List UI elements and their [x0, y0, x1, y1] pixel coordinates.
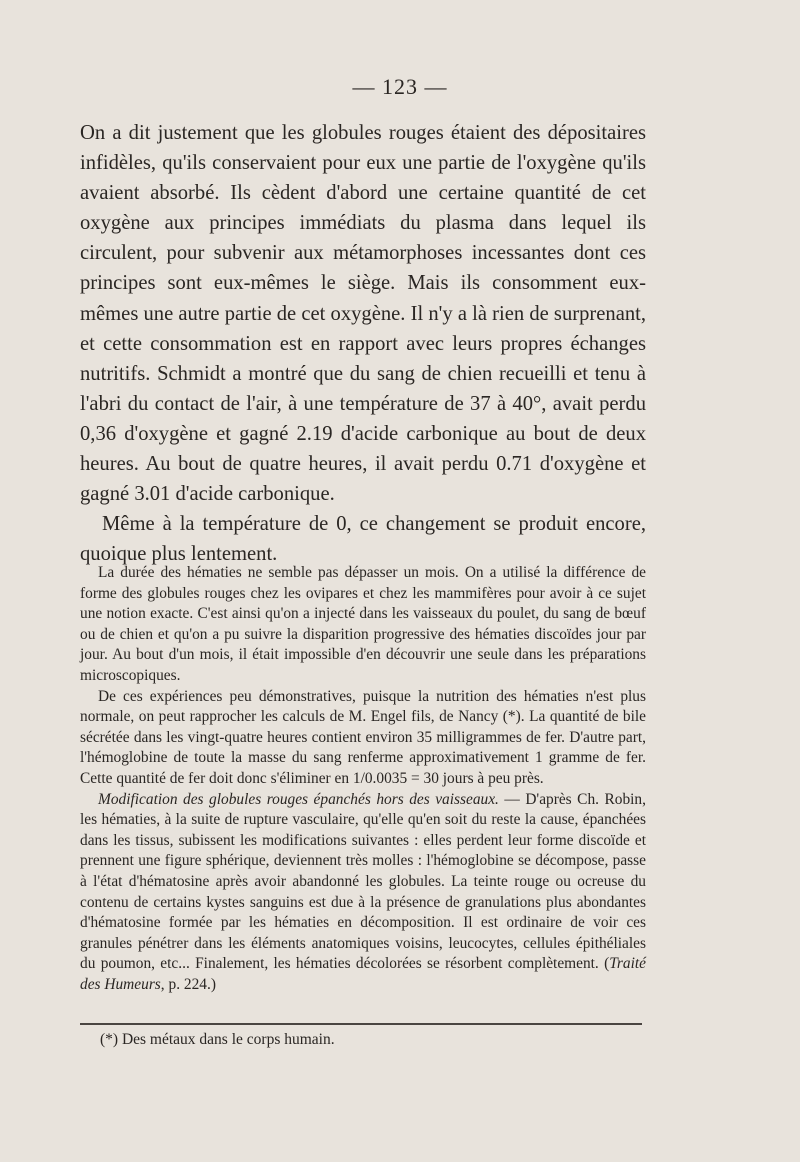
footnote-rule	[80, 1023, 642, 1025]
note-text: — D'après Ch. Robin, les hématies, à la suite de rupture vasculaire, qu'elle qu'en soit du reste la cause, épanchées dans les tissus, subissent les modifications suivantes : elles perdent leur forme discoïde et prennent une figure sphérique, deviennent très molles : l'hémoglobine se décompose, passe à l'état d'hématosine après avoir abandonné les globules. La teinte rouge ou ocreuse du contenu de certains kystes sanguins est due à la présence de granulations plus abondantes d'hématosine formée par les hématies en décomposition. Il est ordinaire de voir ces granules pénétrer dans les éléments anatomiques voisins, leucocytes, cellules épithéliales du poumon, etc... Finalement, les hématies décolorées se résorbent complètement. (	[80, 790, 646, 973]
note-paragraph: La durée des hématies ne semble pas dépasser un mois. On a utilisé la différence de forme des globules rouges chez les ovipares et chez les mammifères pour avoir à ce sujet une notion exacte. C'est ainsi qu'on a injecté dans les vaisseaux du poulet, du sang de bœuf ou de chien et qu'on a pu suivre la disparition progressive des hématies discoïdes jour par jour. Au bout d'un mois, il était impossible d'en découvrir une seule dans les préparations microscopiques.	[80, 564, 646, 684]
paragraph: Même à la température de 0, ce changement se produit encore, quoique plus lentement.	[80, 513, 646, 566]
small-print-notes	[80, 563, 646, 995]
note-paragraph: De ces expériences peu démonstratives, puisque la nutrition des hématies n'est plus normale, on peut rapprocher les calculs de M. Engel fils, de Nancy (*). La quantité de bile sécrétée dans les vingt-quatre heures contient environ 35 milligrammes de fer. D'autre part, l'hémoglobine de toute la masse du sang renferme approximativement 1 gramme de fer. Cette quantité de fer doit donc s'éliminer en 1/0.0035 = 30 jours à peu près.	[80, 687, 646, 787]
source-title: Traité des Humeurs	[80, 955, 646, 993]
page-reference: , p. 224.)	[160, 975, 216, 993]
main-text	[80, 118, 646, 569]
paragraph: On a dit justement que les globules rouges étaient des dépositaires infidèles, qu'ils conservaient pour eux une partie de l'oxygène qu'ils avaient absorbé. Ils cèdent d'abord une certaine quantité de cet oxygène aux principes immédiats du plasma dans lequel ils circulent, pour subvenir aux métamorphoses incessantes dont ces principes sont eux-mêmes le siège. Mais ils consomment eux-mêmes une autre partie de cet oxygène. Il n'y a là rien de surprenant, et cette consommation est en rapport avec leurs propres échanges nutritifs. Schmidt a montré que du sang de chien recueilli et tenu à l'abri du contact de l'air, à une température de 37 à 40°, avait perdu 0,36 d'oxygène et gagné 2.19 d'acide carbonique au bout de deux heures. Au bout de quatre heures, il avait perdu 0.71 d'oxygène et gagné 3.01 d'acide carbonique.	[80, 122, 646, 506]
page-number-header: — 123 —	[352, 74, 448, 99]
footnote: (*) Des métaux dans le corps humain.	[100, 1031, 335, 1048]
note-paragraph	[80, 790, 646, 996]
note-heading: Modification des globules rouges épanchés hors des vaisseaux.	[98, 790, 499, 808]
